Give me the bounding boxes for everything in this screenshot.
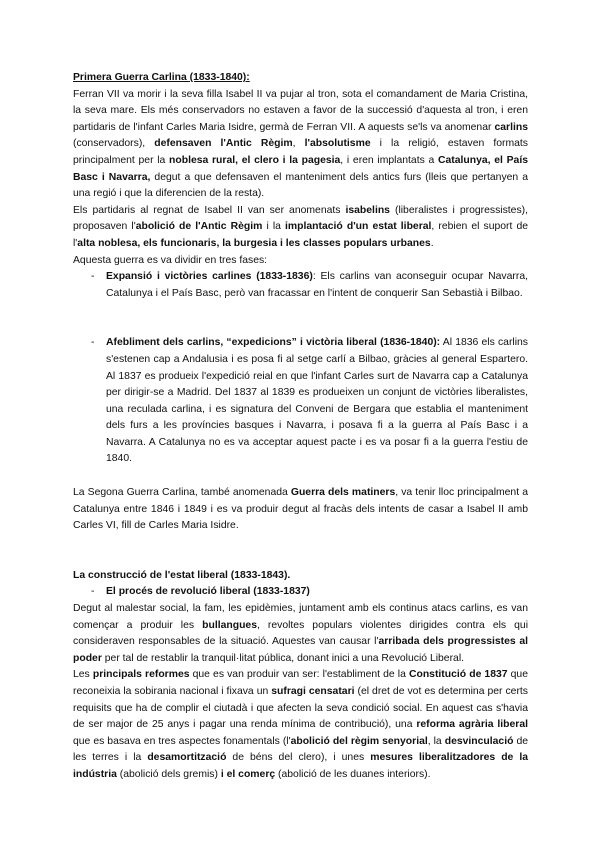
text-run: , la [427,735,445,747]
text-run: (abolició dels gremis) [116,768,221,780]
bold-run: alta noblesa, els funcionaris, la burgesia i les classes populars urbanes [77,237,431,249]
bold-run: defensaven l'Antic Règim [154,138,293,150]
paragraph-second-carlist-war [73,485,528,535]
list-dash: - [91,586,95,598]
paragraph-carlins [73,87,528,203]
subheading-liberal-revolution [73,584,528,601]
bold-run: Afebliment dels carlins, “expedicions” i victòria liberal (1836-1840): [106,337,441,349]
text-run: de les terres i la [73,735,529,764]
text-run: Degut al malestar social, la fam, les epidèmies, juntament amb els continus atacs carlins, es van començar a produir les [73,603,528,631]
text-run: (liberalistes i progressistes), proposaven l' [73,204,528,233]
bold-run: Catalunya, el País Basc i Navarra, [73,154,528,183]
text-run: Ferran VII va morir i la seva filla Isabel II va pujar al tron, sota el comandament de Maria Cristina, la seva mare. Els més conservadors no estaven a favor de la successió d'aquesta al tron, i eren partidaris de l'infant Carles Maria Isidre, germà de Ferran VII. A aquests se'ls va anomenar [73,88,528,133]
text-run: degut a que defensaven el manteniment dels antics furs (lleis que pertanyen a una regió i que la diferencien de la resta). [73,171,529,200]
bold-run: bullangues [202,619,257,631]
bold-run: desamortització [147,752,227,764]
text-run: i la [262,221,286,233]
bold-run: arribada dels progressistes al poder [73,636,528,664]
list-dash: - [91,337,95,349]
text-run: , [292,138,305,150]
text-run: Les [73,669,93,681]
paragraph-phases-intro: Aquesta guerra es va dividir en tres fases: [73,254,268,266]
paragraph-isabelins [73,203,528,253]
bold-run: sufragi censatari [271,686,355,697]
bold-run: l'absolutisme [304,138,371,150]
text-run: que es basava en tres aspectes fonamentals (l' [73,735,291,747]
subheading-text: El procés de revolució liberal (1833-1837) [106,586,310,598]
phase-1-text [106,271,528,299]
text-run: de béns del clero), i unes [226,752,371,764]
text-run: i la religió, estaven formats principalment per la [73,138,528,166]
list-item-phase-2 [73,335,528,468]
bold-run: i el comerç [220,768,276,780]
text-run: , rebien el suport de l' [73,221,529,249]
phase-2-text [106,337,528,464]
section-heading-liberal-state: La construcció de l'estat liberal (1833-1843). [73,569,291,581]
text-run: La Segona Guerra Carlina, també anomenada [73,487,291,499]
paragraph-bullangues [73,601,528,667]
text-run: : Els carlins van aconseguir ocupar Navarra, Catalunya i el País Basc, però van fracassar en l'intent de conquerir San Sebastià i Bilbao. [106,271,528,299]
text-run: Els partidaris al regnat de Isabel II van ser anomenats [73,204,346,216]
bold-run: Expansió i victòries carlines (1833-1836) [106,271,313,283]
bold-run: principals reformes [92,669,190,681]
bold-run: isabelins [345,204,390,216]
list-item-phase-1 [73,269,528,302]
bold-run: carlins [494,121,528,133]
paragraph-reforms [73,667,528,783]
bold-run: Guerra dels matiners [290,487,396,499]
text-run: , i eren implantats a [340,154,438,166]
text-run: (conservadors), [73,138,155,150]
bold-run: desvinculació [444,735,514,747]
bold-run: reforma agrària liberal [416,719,528,731]
bold-run: abolició de l'Antic Règim [135,221,263,233]
text-run: , revoltes populars violentes dirigides contra els qui consideraven responsables de la situació. Aquestes van causar l' [73,619,528,648]
text-run: Al 1836 els carlins s'estenen cap a Andalusia i es posa fi al setge carlí a Bilbao, gràcies al general Espartero. Al 1837 es produeix l'expedició reial en que l'infant Carles surt de Navarra cap a Catalunya per dirigir-se a Madrid. Del 1837 al 1839 es produeixen un conjunt de victòries liberalistes, una reculada carlina, i es signatura del Conveni de Bergara que establia el manteniment dels furs a les províncies basques i Navarra, i posava fi a la guerra al País Basc i a Navarra. A Catalunya no es va acceptar aquest pacte i es va posar fi a la guerra l'estiu de 1840. [106,337,528,465]
text-run: , va tenir lloc principalment a Catalunya entre 1846 i 1849 i es va produir degut al fracàs dels intents de casar a Isabel II amb Carles VI, fill de Carles Maria Isidre. [73,487,528,532]
bold-run: noblesa rural, el clero i la pagesia [169,154,341,166]
bold-run: implantació d'un estat liberal [285,221,432,233]
list-dash: - [91,271,95,283]
text-run: (abolició de les duanes interiors). [275,768,431,780]
text-run: . [430,237,434,249]
bold-run: Constitució de 1837 [408,669,508,681]
section-heading-first-carlist-war: Primera Guerra Carlina (1833-1840): [73,72,250,83]
text-run: que reconeixia la sobirania nacional i fixava un [73,669,528,697]
bold-run: abolició del règim senyorial [290,735,428,747]
bold-run: mesures liberalitzadores de la indústria [73,752,529,780]
document-page [73,70,528,784]
text-run: que es van produir van ser: l'establiment de la [189,669,409,681]
text-run: per tal de restablir la tranquil·litat pública, donant inici a una Revolució Liberal. [101,652,465,664]
text-run: (el dret de vot es determina per certs requisits que ha de complir el ciutadà i que afecten la seva condició social. En aquest cas s'havia de ser major de 25 anys i pagar una renda mínima de contribució), una [73,686,528,731]
